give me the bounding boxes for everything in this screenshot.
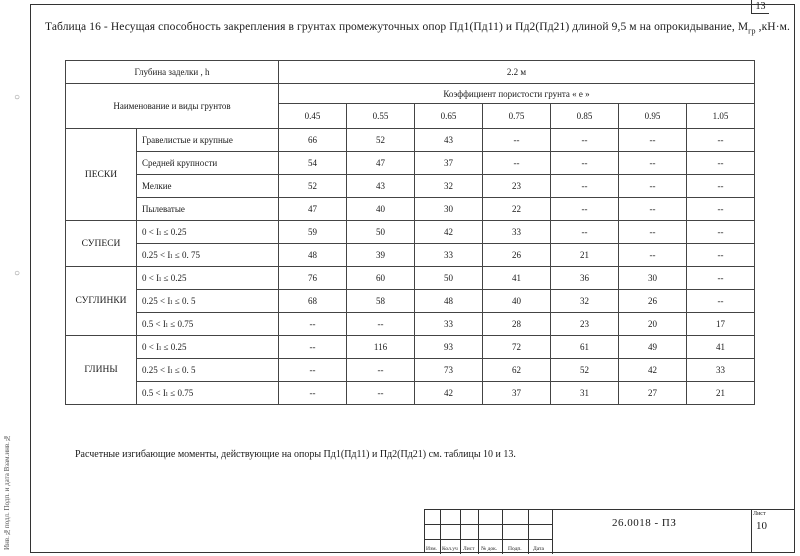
table-row [66, 267, 755, 290]
value-cell: 33 [483, 221, 551, 244]
table-row [66, 382, 755, 405]
stamp-label: Изм. [426, 546, 437, 552]
value-cell: 73 [415, 359, 483, 382]
value-cell: 48 [279, 244, 347, 267]
value-cell: -- [687, 152, 755, 175]
depth-value: 2.2 м [279, 61, 755, 84]
value-cell: 47 [347, 152, 415, 175]
value-cell: 23 [551, 313, 619, 336]
value-cell: 17 [687, 313, 755, 336]
value-cell: 26 [483, 244, 551, 267]
value-cell: -- [619, 221, 687, 244]
table-row [66, 244, 755, 267]
soil-type: 0.25 < Iₗ ≤ 0. 75 [137, 244, 279, 267]
value-cell: 23 [483, 175, 551, 198]
footnote: Расчетные изгибающие моменты, действующие на опоры Пд1(Пд11) и Пд2(Пд21) см. таблицы 10 и 13. [75, 449, 516, 460]
value-cell: 52 [279, 175, 347, 198]
table-row [66, 175, 755, 198]
value-cell: -- [687, 290, 755, 313]
value-cell: 50 [415, 267, 483, 290]
table-row [66, 152, 755, 175]
punch-mark: ○ [14, 92, 21, 103]
value-cell: 40 [347, 198, 415, 221]
title-block [424, 509, 795, 553]
value-cell: 42 [619, 359, 687, 382]
value-cell: -- [279, 336, 347, 359]
group-loam: СУГЛИНКИ [66, 267, 137, 336]
value-cell: -- [687, 221, 755, 244]
value-cell: 42 [415, 221, 483, 244]
sheet-label: Лист [753, 511, 766, 517]
value-cell: -- [347, 359, 415, 382]
soil-type: 0.25 < Iₗ ≤ 0. 5 [137, 359, 279, 382]
table-row [66, 221, 755, 244]
side-stamp-text: Инв.№подл. Подп. и дата Взам.инв.№ [3, 434, 11, 550]
soil-type: Пылеватые [137, 198, 279, 221]
value-cell: -- [483, 152, 551, 175]
value-cell: -- [687, 267, 755, 290]
value-cell: 43 [415, 129, 483, 152]
coef-cell: 0.45 [279, 104, 347, 129]
value-cell: 62 [483, 359, 551, 382]
value-cell: -- [347, 382, 415, 405]
value-cell: 32 [551, 290, 619, 313]
soil-type: 0 < Iₗ ≤ 0.25 [137, 221, 279, 244]
value-cell: 20 [619, 313, 687, 336]
table-row [66, 290, 755, 313]
value-cell: -- [551, 221, 619, 244]
table-row [66, 336, 755, 359]
value-cell: 116 [347, 336, 415, 359]
soil-type: 0.5 < Iₗ ≤ 0.75 [137, 313, 279, 336]
value-cell: 28 [483, 313, 551, 336]
value-cell: -- [551, 129, 619, 152]
soil-type: 0.5 < Iₗ ≤ 0.75 [137, 382, 279, 405]
coef-cell: 0.95 [619, 104, 687, 129]
table-row [66, 198, 755, 221]
value-cell: 72 [483, 336, 551, 359]
value-cell: 47 [279, 198, 347, 221]
coef-cell: 0.65 [415, 104, 483, 129]
soil-name-label: Наименование и виды грунтов [66, 84, 279, 129]
value-cell: 93 [415, 336, 483, 359]
value-cell: 59 [279, 221, 347, 244]
value-cell: 31 [551, 382, 619, 405]
coef-cell: 0.85 [551, 104, 619, 129]
value-cell: 33 [415, 244, 483, 267]
value-cell: 68 [279, 290, 347, 313]
value-cell: 52 [551, 359, 619, 382]
value-cell: 30 [619, 267, 687, 290]
table-title: Таблица 16 - Несущая способность закрепления в грунтах промежуточных опор Пд1(Пд11) и Пд2(Пд21) длиной 9,5 м на опрокидывание, $М_{гр}$ ,кН·м. [45, 21, 790, 36]
group-sandy-loam: СУПЕСИ [66, 221, 137, 267]
stamp-label: Кол.уч [442, 546, 458, 552]
soil-type: 0 < Iₗ ≤ 0.25 [137, 336, 279, 359]
value-cell: 32 [415, 175, 483, 198]
value-cell: 40 [483, 290, 551, 313]
coef-cell: 1.05 [687, 104, 755, 129]
value-cell: 27 [619, 382, 687, 405]
stamp-label: Дата [533, 546, 544, 552]
document-code: 26.0018 - ПЗ [612, 517, 677, 529]
value-cell: -- [687, 198, 755, 221]
soil-type: 0 < Iₗ ≤ 0.25 [137, 267, 279, 290]
value-cell: 21 [551, 244, 619, 267]
stamp-label: Лист [463, 546, 475, 552]
value-cell: 48 [415, 290, 483, 313]
value-cell: 50 [347, 221, 415, 244]
table-row [66, 313, 755, 336]
value-cell: 30 [415, 198, 483, 221]
page-number: 13 [751, 0, 769, 14]
value-cell: 21 [687, 382, 755, 405]
value-cell: -- [687, 244, 755, 267]
value-cell: 42 [415, 382, 483, 405]
value-cell: -- [279, 313, 347, 336]
value-cell: 36 [551, 267, 619, 290]
value-cell: 52 [347, 129, 415, 152]
value-cell: 41 [483, 267, 551, 290]
stamp-label: Подп. [508, 546, 522, 552]
value-cell: 43 [347, 175, 415, 198]
soil-type: Мелкие [137, 175, 279, 198]
value-cell: 54 [279, 152, 347, 175]
soil-type: Гравелистые и крупные [137, 129, 279, 152]
value-cell: 33 [415, 313, 483, 336]
value-cell: 66 [279, 129, 347, 152]
depth-label: Глубина заделки , h [66, 61, 279, 84]
value-cell: 39 [347, 244, 415, 267]
value-cell: -- [347, 313, 415, 336]
stamp-label: № док. [481, 546, 498, 552]
value-cell: -- [687, 175, 755, 198]
value-cell: -- [619, 198, 687, 221]
value-cell: 76 [279, 267, 347, 290]
soil-type: 0.25 < Iₗ ≤ 0. 5 [137, 290, 279, 313]
value-cell: -- [619, 244, 687, 267]
value-cell: -- [551, 152, 619, 175]
table-row [66, 359, 755, 382]
value-cell: 58 [347, 290, 415, 313]
coef-cell: 0.55 [347, 104, 415, 129]
value-cell: -- [279, 382, 347, 405]
table-row [66, 129, 755, 152]
soil-type: Средней крупности [137, 152, 279, 175]
value-cell: 49 [619, 336, 687, 359]
value-cell: -- [551, 175, 619, 198]
group-clay: ГЛИНЫ [66, 336, 137, 405]
value-cell: 37 [483, 382, 551, 405]
value-cell: 41 [687, 336, 755, 359]
value-cell: -- [551, 198, 619, 221]
group-sand: ПЕСКИ [66, 129, 137, 221]
porosity-label: Коэффициент пористости грунта « е » [279, 84, 755, 104]
value-cell: -- [619, 175, 687, 198]
value-cell: -- [619, 152, 687, 175]
bearing-capacity-table [65, 60, 755, 405]
value-cell: 60 [347, 267, 415, 290]
value-cell: -- [279, 359, 347, 382]
value-cell: 61 [551, 336, 619, 359]
sheet-number: 10 [756, 520, 767, 532]
punch-mark: ○ [14, 268, 21, 279]
value-cell: -- [483, 129, 551, 152]
value-cell: -- [619, 129, 687, 152]
coef-cell: 0.75 [483, 104, 551, 129]
value-cell: 33 [687, 359, 755, 382]
value-cell: 22 [483, 198, 551, 221]
value-cell: -- [687, 129, 755, 152]
value-cell: 37 [415, 152, 483, 175]
value-cell: 26 [619, 290, 687, 313]
